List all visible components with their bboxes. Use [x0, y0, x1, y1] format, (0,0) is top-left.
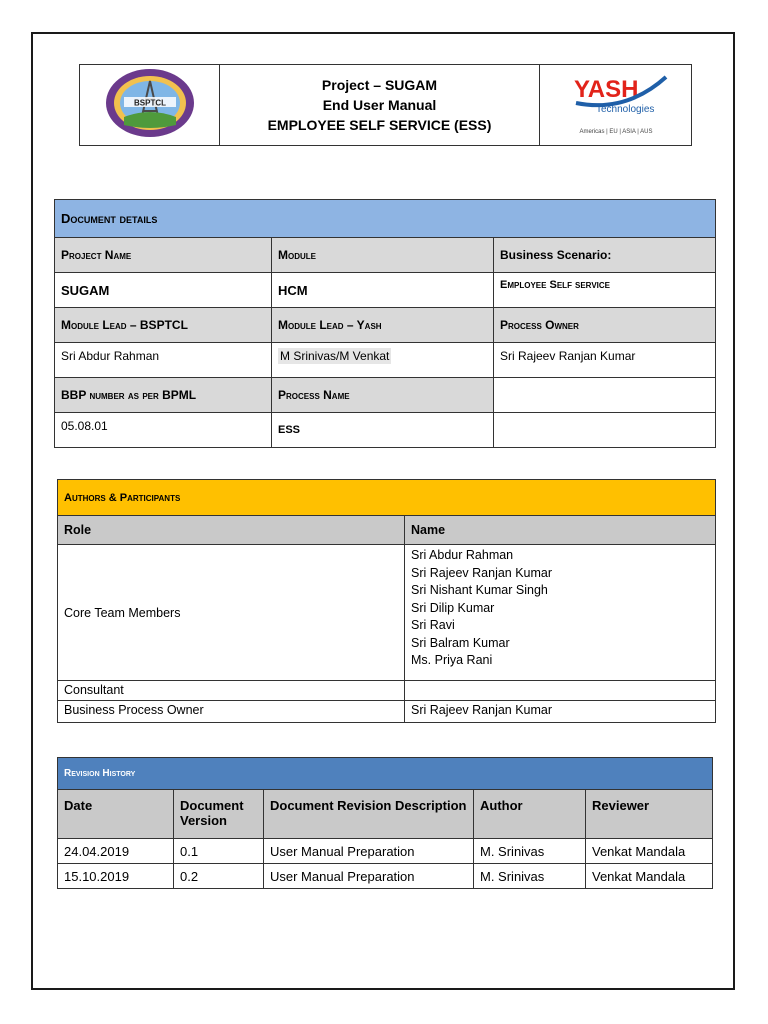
document-details-table — [54, 199, 716, 448]
module-value: HCM — [272, 273, 494, 308]
document-page — [31, 32, 735, 990]
role-header: Role — [58, 516, 405, 545]
cell-reviewer: Venkat Mandala — [586, 864, 713, 889]
col-version: Document Version — [174, 790, 264, 839]
yash-logo — [546, 67, 686, 139]
cell-author: M. Srinivas — [474, 839, 586, 864]
list-item: Sri Dilip Kumar — [411, 600, 495, 615]
business-scenario-value: Employee Self service — [494, 273, 716, 308]
cell-reviewer: Venkat Mandala — [586, 839, 713, 864]
list-item: Sri Rajeev Ranjan Kumar — [411, 565, 553, 580]
process-owner-value: Sri Rajeev Ranjan Kumar — [494, 343, 716, 378]
module-lead-bsptcl-value: Sri Abdur Rahman — [55, 343, 272, 378]
cell-version: 0.1 — [174, 839, 264, 864]
cell-author: M. Srinivas — [474, 864, 586, 889]
list-item: Sri Balram Kumar — [411, 635, 510, 650]
bsptcl-logo-text: BSPTCL — [133, 98, 166, 107]
cell-description: User Manual Preparation — [264, 839, 474, 864]
name-header: Name — [405, 516, 716, 545]
process-owner-label: Process Owner — [494, 308, 716, 343]
business-scenario-label: Business Scenario: — [494, 238, 716, 273]
document-header — [79, 64, 692, 146]
bpo-name: Sri Rajeev Ranjan Kumar — [405, 701, 716, 723]
cell-date: 24.04.2019 — [58, 839, 174, 864]
bbp-number-label: BBP number as per BPML — [55, 378, 272, 413]
bpo-role: Business Process Owner — [58, 701, 405, 723]
col-author: Author — [474, 790, 586, 839]
project-name-label: Project Name — [55, 238, 272, 273]
authors-participants-table — [57, 479, 716, 723]
module-label: Module — [272, 238, 494, 273]
consultant-name — [405, 681, 716, 701]
list-item: Ms. Priya Rani — [411, 653, 493, 667]
revision-history-table — [57, 757, 713, 889]
process-name-label: Process Name — [272, 378, 494, 413]
bbp-number-value: 05.08.01 — [55, 413, 272, 448]
title-module: EMPLOYEE SELF SERVICE (ESS) — [267, 117, 492, 133]
empty-cell — [494, 413, 716, 448]
yash-logo-regions: Americas | EU | ASIA | AUS — [578, 128, 653, 135]
consultant-role: Consultant — [58, 681, 405, 701]
list-item: Sri Nishant Kumar Singh — [411, 583, 548, 597]
col-date: Date — [58, 790, 174, 839]
yash-logo-sub: Technologies — [595, 103, 654, 115]
core-role: Core Team Members — [58, 545, 405, 681]
project-name-value: SUGAM — [55, 273, 272, 308]
cell-date: 15.10.2019 — [58, 864, 174, 889]
col-description: Document Revision Description — [264, 790, 474, 839]
yash-logo-cell — [540, 65, 692, 146]
yash-logo-brand: YASH — [573, 75, 638, 103]
list-item: Sri Ravi — [411, 618, 455, 632]
bsptcl-logo-cell — [80, 65, 220, 146]
empty-cell — [494, 378, 716, 413]
cell-version: 0.2 — [174, 864, 264, 889]
col-reviewer: Reviewer — [586, 790, 713, 839]
module-lead-yash-cell — [272, 343, 494, 378]
title-project: Project – SUGAM — [321, 77, 438, 93]
module-lead-bsptcl-label: Module Lead – BSPTCL — [55, 308, 272, 343]
process-name-value: ESS — [272, 413, 494, 448]
bsptcl-logo — [102, 67, 198, 139]
document-title — [220, 65, 540, 146]
table-row — [58, 839, 713, 864]
document-details-heading: Document details — [55, 200, 716, 238]
module-lead-yash-label: Module Lead – Yash — [272, 308, 494, 343]
cell-description: User Manual Preparation — [264, 864, 474, 889]
title-manual: End User Manual — [322, 97, 437, 113]
table-row — [58, 864, 713, 889]
list-item: Sri Abdur Rahman — [411, 548, 514, 562]
revision-history-heading: Revision History — [58, 758, 713, 790]
authors-heading: Authors & Participants — [58, 480, 716, 516]
module-lead-yash-value: M Srinivas/M Venkat — [280, 349, 390, 363]
core-members-list — [405, 545, 716, 681]
